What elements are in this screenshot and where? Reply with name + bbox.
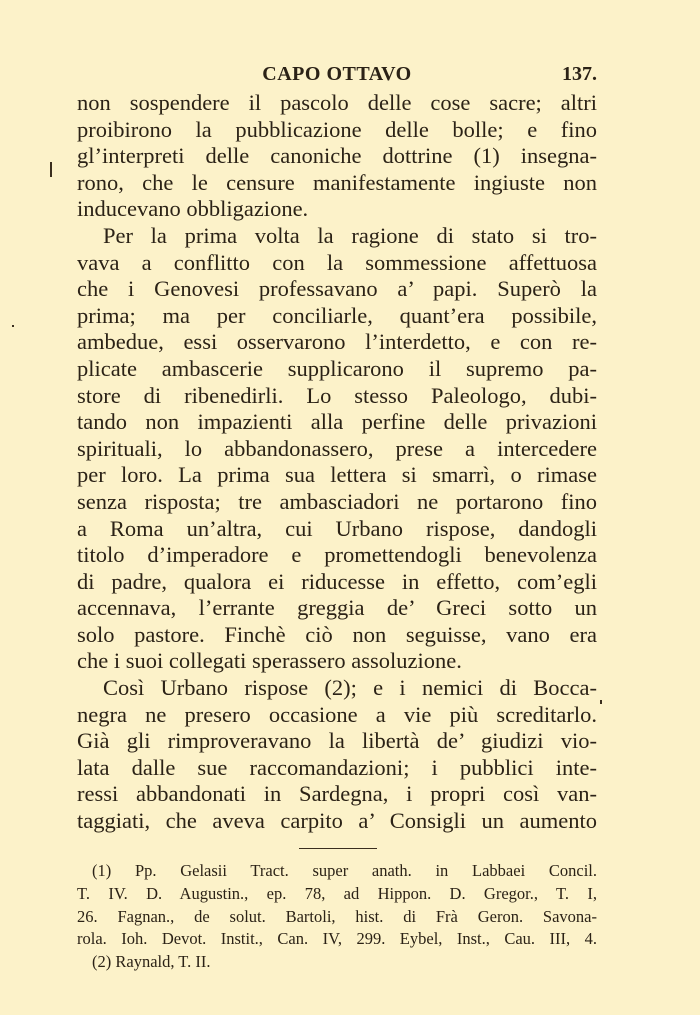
speck-mark	[12, 325, 14, 327]
text-line: taggiati, che aveva carpito a’ Consigli un aumento	[77, 808, 597, 834]
footnote-line: T. IV. D. Augustin., ep. 78, ad Hippon. D. Gregor., T. I,	[77, 883, 597, 903]
text-line: a Roma un’altra, cui Urbano rispose, dandogli	[77, 515, 597, 541]
text-line: ressi abbandonati in Sardegna, i propri così van-	[77, 781, 597, 807]
speck-mark	[600, 700, 602, 704]
chapter-title: CAPO OTTAVO	[262, 63, 412, 85]
text-line: prima; ma per conciliarle, quant’era possibile,	[77, 302, 597, 328]
text-line: che i suoi collegati sperassero assoluzione.	[77, 648, 462, 674]
text-line: che i Genovesi professavano a’ papi. Superò la	[77, 276, 597, 302]
text-line: non sospendere il pascolo delle cose sacre; altri	[77, 90, 597, 115]
text-line: per loro. La prima sua lettera si smarrì, o rimase	[77, 462, 597, 488]
text-line: store di ribenedirli. Lo stesso Paleologo, dubi-	[77, 382, 597, 408]
paragraph-start-line: Per la prima volta la ragione di stato si tro-	[103, 222, 597, 248]
footnote-divider	[299, 848, 377, 849]
page-number: 137.	[562, 63, 597, 85]
text-line: inducevano obbligazione.	[77, 196, 309, 222]
text-line: spirituali, lo abbandonassero, prese a intercedere	[77, 435, 597, 461]
footnotes	[77, 860, 597, 974]
text-line: lata dalle sue raccomandazioni; i pubblici inte-	[77, 754, 597, 780]
main-text	[77, 90, 597, 835]
text-line: accennava, l’errante greggia de’ Greci sotto un	[77, 595, 597, 621]
text-line: rono, che le censure manifestamente ingiuste non	[77, 169, 597, 195]
text-line: senza risposta; tre ambasciadori ne portarono fino	[77, 488, 597, 514]
text-line: plicate ambascerie supplicarono il supremo pa-	[77, 355, 597, 381]
paragraph-start-line: Così Urbano rispose (2); e i nemici di Bocca-	[103, 675, 597, 701]
margin-mark	[50, 162, 52, 177]
text-line: proibirono la pubblicazione delle bolle; e fino	[77, 116, 597, 142]
text-line: di padre, qualora ei riducesse in effetto, com’egli	[77, 568, 597, 594]
text-line: solo pastore. Finchè ciò non seguisse, vano era	[77, 621, 597, 647]
text-line: negra ne presero occasione a vie più screditarlo.	[77, 701, 597, 727]
footnote-line: rola. Ioh. Devot. Instit., Can. IV, 299. Eybel, Inst., Cau. III, 4.	[77, 929, 597, 949]
text-line: vava a conflitto con la sommessione affettuosa	[77, 249, 597, 275]
text-line: tando non impazienti alla perfine delle privazioni	[77, 409, 597, 435]
footnote-line: 26. Fagnan., de solut. Bartoli, hist. di Frà Geron. Savona-	[77, 906, 597, 926]
text-line: ambedue, essi osservarono l’interdetto, e con re-	[77, 329, 597, 355]
running-header	[77, 63, 597, 89]
footnote-line: (2) Raynald, T. II.	[92, 952, 211, 972]
footnote-line: (1) Pp. Gelasii Tract. super anath. in Labbaei Concil.	[92, 861, 597, 880]
text-line: gl’interpreti delle canoniche dottrine (1) insegna-	[77, 143, 597, 169]
text-line: titolo d’imperadore e promettendogli benevolenza	[77, 542, 597, 568]
text-line: Già gli rimproveravano la libertà de’ giudizi vio-	[77, 728, 597, 754]
